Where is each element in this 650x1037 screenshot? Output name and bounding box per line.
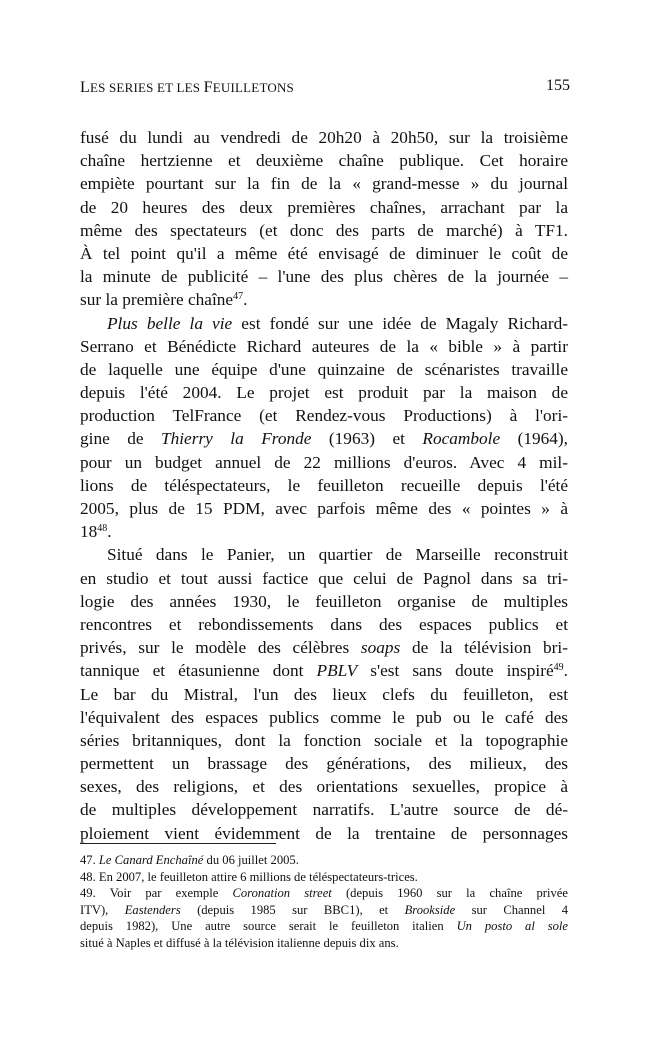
text-line: séries britanniques, dont la fonction sociale et la topographie <box>80 730 568 750</box>
text-line: même des spectateurs (et donc des parts de marché) à TF1. <box>80 220 568 240</box>
text-line: empiète pourtant sur la fin de la « grand-messe » du journal <box>80 174 568 194</box>
text-line: privés, sur le modèle des célèbres soaps de la télévision bri- <box>80 638 568 658</box>
footnote-ref-47: 47 <box>233 291 244 303</box>
text-line: À tel point qu'il a même été envisagé de diminuer le coût de <box>80 243 568 263</box>
text-line: la minute de publicité – l'une des plus chères de la journée – <box>80 267 568 287</box>
footnote-ref-49: 49 <box>553 662 564 674</box>
text-line: 2005, plus de 15 PDM, avec parfois même des « pointes » à <box>80 499 568 518</box>
text-line: production TelFrance (et Rendez-vous Productions) à l'ori- <box>80 406 568 426</box>
text-line: rencontres et rebondissements dans des espaces publics et <box>80 614 568 634</box>
text-line: sur la première chaîne$^{47}$. <box>80 290 248 310</box>
footnote-ref-48: 48 <box>97 523 108 535</box>
text-line: sexes, des religions, et des orientations sexuelles, propice à <box>80 777 568 797</box>
text-line: chaîne hertzienne et deuxième chaîne publique. Cet horaire <box>80 151 568 171</box>
text-line: Serrano et Bénédicte Richard auteures de la « bible » à partir <box>80 336 568 356</box>
text-line: en studio et tout aussi factice que celui de Pagnol dans sa tri- <box>80 568 568 588</box>
footnote-49-line: depuis 1982), Une autre source serait le feuilleton italien Un posto al sole <box>80 919 569 934</box>
text-line: permettent un brassage des générations, des milieux, des <box>80 754 568 774</box>
text-line: fusé du lundi au vendredi de 20h20 à 20h50, sur la troisième <box>80 128 568 147</box>
text-line: Le bar du Mistral, l'un des lieux clefs du feuilleton, est <box>80 684 568 704</box>
text-line: gine de Thierry la Fronde (1963) et Rocambole (1964), <box>80 429 568 449</box>
text-line: de 20 heures des deux premières chaînes, arrachant par la <box>80 197 568 217</box>
text-line: de multiples développement narratifs. L'autre source de dé- <box>80 800 568 820</box>
footnote-47: 47. Le Canard Enchaîné du 06 juillet 2005. <box>80 853 299 867</box>
text-line: lions de téléspectateurs, le feuilleton recueille depuis l'été <box>80 475 568 495</box>
text-line: tannique et étasunienne dont PBLV s'est sans doute inspiré$^{49}$. <box>80 661 568 681</box>
running-header <box>80 79 570 101</box>
footnote-49-line: situé à Naples et diffusé à la télévision italienne depuis dix ans. <box>80 935 399 950</box>
text-line: depuis l'été 2004. Le projet est produit par la maison de <box>80 383 568 403</box>
footnote-49: 49. Voir par exemple Coronation street (depuis 1960 sur la chaîne privée <box>80 886 568 901</box>
running-title: LES SERIES ET LES FEUILLETONS <box>80 79 294 96</box>
text-line: ploiement vient évidemment de la trentaine de personnages <box>80 823 568 843</box>
footnote-48: 48. En 2007, le feuilleton attire 6 millions de téléspectateurs-trices. <box>80 869 418 884</box>
text-line: pour un budget annuel de 22 millions d'euros. Avec 4 mil- <box>80 452 568 472</box>
footnote-separator <box>80 843 276 844</box>
page-number: 155 <box>546 77 570 94</box>
body-text <box>80 126 568 845</box>
text-line: Situé dans le Panier, un quartier de Marseille reconstruit <box>107 545 568 565</box>
text-line: l'équivalent des espaces publics comme le pub ou le café des <box>80 707 568 727</box>
text-line: de laquelle une équipe d'une quinzaine de scénaristes travaille <box>80 359 568 379</box>
text-line: $18^{48}$. <box>80 522 112 542</box>
footnotes <box>80 852 568 952</box>
text-line: logie des années 1930, le feuilleton organise de multiples <box>80 591 568 611</box>
footnote-49-line: ITV), Eastenders (depuis 1985 sur BBC1), et Brookside sur Channel 4 <box>80 902 568 917</box>
text-line: Plus belle la vie est fondé sur une idée de Magaly Richard- <box>107 313 568 333</box>
